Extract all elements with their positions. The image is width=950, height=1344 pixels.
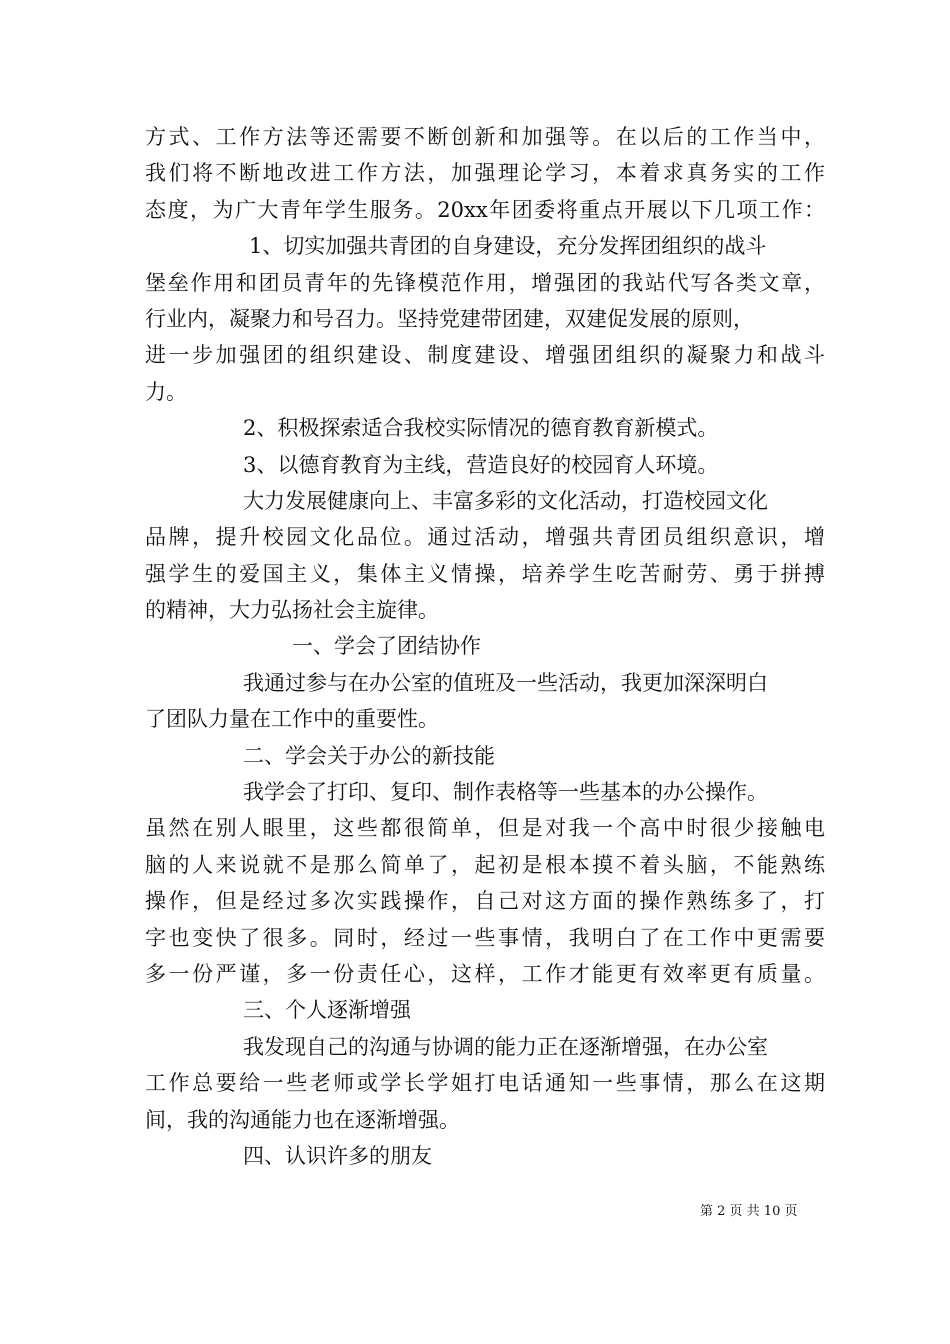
text-line: 我们将不断地改进工作方法，加强理论学习，本着求真务实的工作 <box>145 161 825 186</box>
text-line: 操作，但是经过多次实践操作，自己对这方面的操作熟练多了，打 <box>145 889 825 914</box>
text-line: 字也变快了很多。同时，经过一些事情，我明白了在工作中更需要 <box>145 925 825 950</box>
text-line: 进一步加强团的组织建设、制度建设、增强团组织的凝聚力和战斗 <box>145 343 825 368</box>
text-line: 脑的人来说就不是那么简单了，起初是根本摸不着头脑，不能熟练 <box>145 852 825 877</box>
text-line: 了团队力量在工作中的重要性。 <box>145 707 439 732</box>
list-item-1: 1、切实加强共青团的自身建设，充分发挥团组织的战斗 <box>249 234 767 259</box>
text-line: 的精神，大力弘扬社会主旋律。 <box>145 598 439 623</box>
text-line: 工作总要给一些老师或学长学姐打电话通知一些事情，那么在这期 <box>145 1071 825 1096</box>
list-item-3: 3、以德育教育为主线，营造良好的校园育人环境。 <box>243 452 719 477</box>
section-heading: 二、学会关于办公的新技能 <box>243 743 495 768</box>
text-line: 间，我的沟通能力也在逐渐增强。 <box>145 1107 460 1132</box>
text-line: 虽然在别人眼里，这些都很简单，但是对我一个高中时很少接触电 <box>145 816 825 841</box>
paragraph-start: 我通过参与在办公室的值班及一些活动，我更加深深明白 <box>243 670 768 695</box>
paragraph-start: 我发现自己的沟通与协调的能力正在逐渐增强，在办公室 <box>243 1034 768 1059</box>
text-line: 品牌，提升校园文化品位。通过活动，增强共青团员组织意识，增 <box>145 525 825 550</box>
text-line: 方式、工作方法等还需要不断创新和加强等。在以后的工作当中， <box>145 125 825 149</box>
text-line: 多一份严谨，多一份责任心，这样，工作才能更有效率更有质量。 <box>145 961 825 986</box>
text-line: 强学生的爱国主义，集体主义情操，培养学生吃苦耐劳、勇于拼搏 <box>145 561 825 586</box>
section-heading: 四、认识许多的朋友 <box>243 1143 432 1168</box>
list-item-2: 2、积极探索适合我校实际情况的德育教育新模式。 <box>243 416 719 441</box>
text-line: 行业内，凝聚力和号召力。坚持党建带团建，双建促发展的原则， <box>145 306 754 331</box>
section-heading: 一、学会了团结协作 <box>292 634 481 659</box>
section-heading: 三、个人逐渐增强 <box>243 998 411 1023</box>
document-body <box>145 119 825 1174</box>
text-line: 态度，为广大青年学生服务。20xx年团委将重点开展以下几项工作： <box>145 197 825 222</box>
text-line: 堡垒作用和团员青年的先锋模范作用，增强团的我站代写各类文章， <box>145 270 825 295</box>
paragraph-start: 大力发展健康向上、丰富多彩的文化活动，打造校园文化 <box>243 488 768 513</box>
paragraph-start: 我学会了打印、复印、制作表格等一些基本的办公操作。 <box>243 780 768 805</box>
page-number: 第 2 页 共 10 页 <box>700 1204 798 1219</box>
text-line: 力。 <box>145 379 187 404</box>
